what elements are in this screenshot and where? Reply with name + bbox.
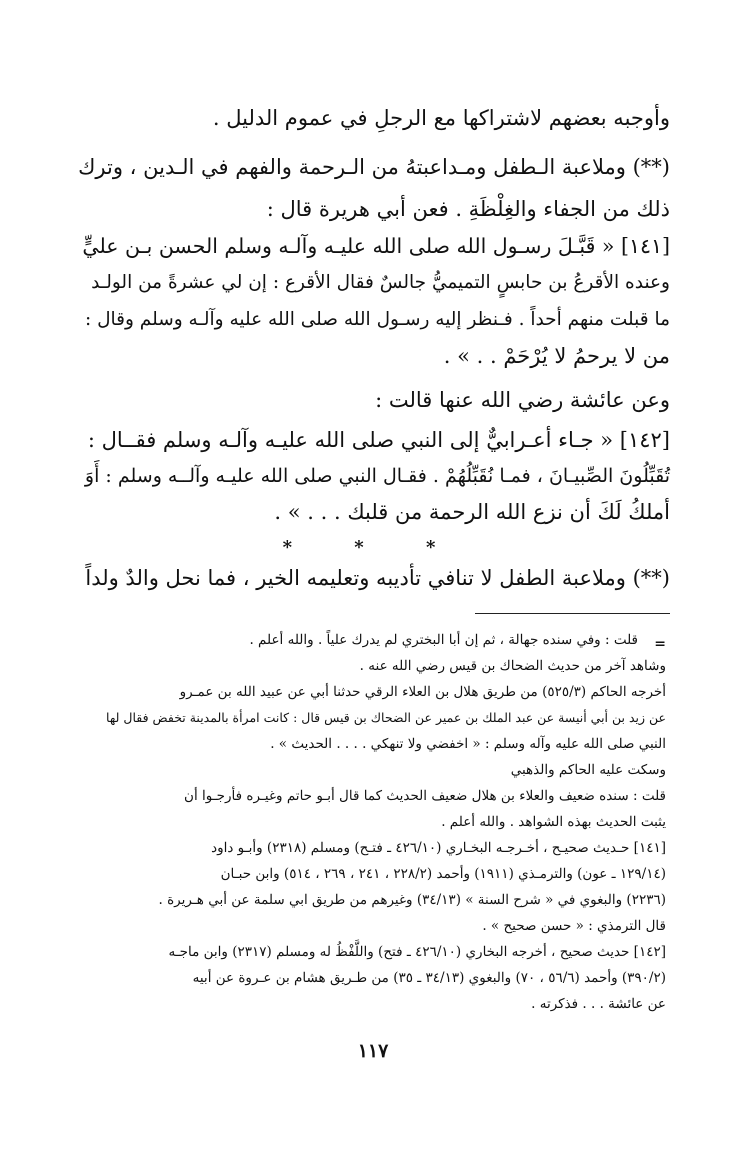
footnote-141-line-4: قال الترمذي : « حسن صحيح » .	[482, 918, 666, 934]
hadith-141-line-3: ما قبلت منهم أحداً . فـنظر إليه رسـول الله صلى الله عليه وآلـه وسلم وقال :	[84, 309, 670, 330]
page-number: ١١٧	[357, 1040, 389, 1062]
hadith-142-line-3: أملكُ لَكَ أن نزع الله الرحمة من قلبك . . . » .	[274, 500, 670, 524]
footnote-continuation-mark: =	[654, 636, 666, 652]
footnote-line-1: قلت : وفي سنده جهالة ، ثم إن أبا البختري لم يدرك علياً . والله أعلم .	[249, 632, 638, 648]
body-line-last: (**) وملاعبة الطفل لا تنافي تأديبه وتعليمه الخير ، فما نحل والدٌ ولداً	[85, 566, 670, 590]
footnote-line-8: يثبت الحديث بهذه الشواهد . والله أعلم .	[441, 814, 666, 830]
hadith-142-line-2: تُقَبِّلُونَ الصِّبيـانَ ، فمـا نُقَبِّلُهُمْ . فقـال النبي صلى الله عليـه وآلــه وسلم : أَوَ	[84, 465, 670, 487]
hadith-141-line-2: وعنده الأقرعُ بن حابسٍ التميميُّ جالسٌ فقال الأقرع : إن لي عشرةً من الولـد	[91, 272, 670, 293]
footnote-line-3: أخرجه الحاكم (٥٢٥/٣) من طريق هلال بن العلاء الرقي حدثنا أبي عن عبيد الله بن عمـرو	[179, 684, 666, 700]
body-line-3: ذلك من الجفاء والغِلْظَةِ . فعن أبي هريرة قال :	[266, 197, 670, 221]
body-line-aisha: وعن عائشة رضي الله عنها قالت :	[375, 388, 670, 412]
footnote-line-6: وسكت عليه الحاكم والذهبي	[510, 762, 666, 778]
footnote-line-2: وشاهد آخر من حديث الضحاك بن قيس رضي الله عنه .	[359, 658, 666, 674]
footnote-142-line-1: [١٤٢] حديث صحيح ، أخرجه البخاري (٤٢٦/١٠ ـ فتح) واللَّفْظُ له ومسلم (٢٣١٧) وابن ماجـه	[168, 944, 666, 960]
section-separator: * * *	[282, 537, 464, 558]
hadith-142-line-1: [١٤٢] « جـاء أعـرابيٌّ إلى النبي صلى الله عليـه وآلـه وسلم فقــال :	[87, 428, 670, 452]
footnote-line-7: قلت : سنده ضعيف والعلاء بن هلال ضعيف الحديث كما قال أبـو حاتم وغيـره فأرجـوا أن	[184, 788, 666, 804]
footnote-divider	[475, 613, 670, 614]
footnote-142-line-2: (٣٩٠/٢) وأحمد (٥٦/٦ ، ٧٠) والبغوي (٣٤/١٣ ـ ٣٥) من طـريق هشام بن عـروة عن أبيه	[192, 970, 666, 986]
body-line-1: وأوجبه بعضهم لاشتراكها مع الرجلِ في عموم الدليل .	[212, 106, 670, 130]
footnote-141-line-2: (١٢٩/١٤ ـ عون) والترمـذي (١٩١١) وأحمد (٢٢٨/٢ ، ٢٤١ ، ٢٦٩ ، ٥١٤) وابن حبـان	[220, 866, 666, 882]
footnote-line-5: النبي صلى الله عليه وآله وسلم : « اخفضي ولا تنهكي . . . . الحديث » .	[270, 736, 666, 752]
hadith-141-line-1: [١٤١] « قَبَّـلَ رسـول الله صلى الله عليـه وآلـه وسلم الحسن بـن عليٍّ	[82, 234, 670, 258]
footnote-141-line-1: [١٤١] حـديث صحيـح ، أخـرجـه البخـاري (٤٢٦/١٠ ـ فتـح) ومسلم (٢٣١٨) وأبـو داود	[211, 840, 666, 856]
footnote-line-4: عن زيد بن أبي أنيسة عن عبد الملك بن عمير عن الضحاك بن قيس قال : كانت امرأة بالمدينة تخفض فقال لها	[106, 710, 666, 725]
footnote-141-line-3: (٢٢٣٦) والبغوي في « شرح السنة » (٣٤/١٣) وغيرهم من طريق ابي سلمة عن أبي هـريرة .	[158, 892, 666, 908]
hadith-141-line-4: من لا يرحمُ لا يُرْحَمْ . . » .	[443, 344, 670, 368]
body-line-2: (**) وملاعبة الـطفل ومـداعبتهُ من الـرحمة والفهم في الـدين ، وترك	[78, 155, 670, 179]
footnote-142-line-3: عن عائشة . . . فذكرته .	[531, 996, 666, 1012]
